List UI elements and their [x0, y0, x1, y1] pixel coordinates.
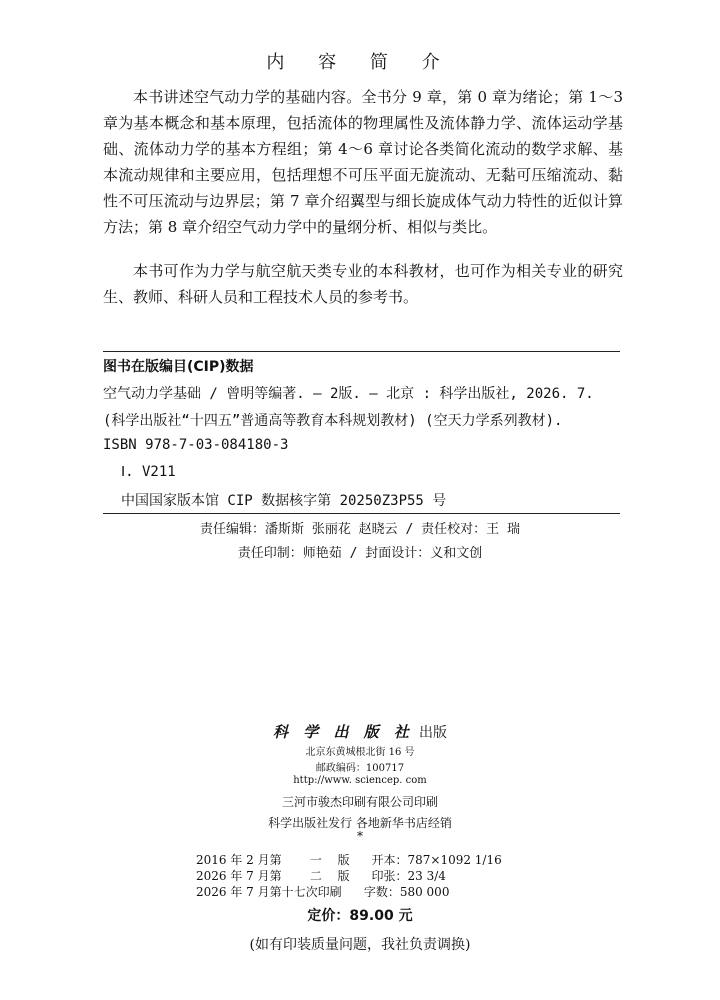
spec-row	[196, 883, 449, 900]
spec-kind: 版	[337, 869, 350, 883]
spec-date: 2026 年 7 月第	[196, 869, 282, 883]
publisher-suffix: 出版	[418, 725, 447, 741]
spec-label: 印张：23 3/4	[371, 869, 446, 883]
editor-credits: 责任编辑：潘斯斯 张丽花 赵晓云 / 责任校对：王 瑞	[200, 522, 520, 537]
spec-edition: 一	[309, 853, 322, 867]
distribution-line: 科学出版社发行 各地新华书店经销	[268, 816, 452, 830]
intro-paragraph-1: 本书讲述空气动力学的基础内容。全书分 9 章，第 0 章为绪论；第 1～3 章为基本概念和基本原理，包括流体的物理属性及流体静力学、流体运动学基础、流体动力学的基本方程组；第 4～6 章讨论各类简化流动的数学求解、基本流动规律和主要应用，包括理想不可压平面无旋流动、无黏可压缩流动、黏性不可压流动与边界层；第 7 章介绍翼型与细长旋成体气动力特性的近似计算方法；第 8 章介绍空气动力学中的量纲分析、相似与类比。	[103, 88, 623, 236]
intro-paragraph-2: 本书可作为力学与航空航天类专业的本科教材，也可作为相关专业的研究生、教师、科研人员和工程技术人员的参考书。	[103, 262, 623, 306]
spec-label: 字数：580 000	[363, 885, 450, 899]
cip-classification: Ⅰ. V211	[121, 464, 176, 480]
publisher-line	[0, 721, 720, 742]
price: 定价：89.00 元	[307, 908, 413, 924]
cip-series-line: (科学出版社“十四五”普通高等教育本科规划教材) (空天力学系列教材).	[103, 413, 563, 429]
spec-row	[196, 867, 446, 884]
publisher-address: 北京东黄城根北街 16 号	[305, 747, 415, 758]
cip-isbn: ISBN 978-7-03-084180-3	[103, 437, 289, 453]
cip-record-number: 中国国家版本馆 CIP 数据核字第 20250Z3P55 号	[121, 493, 447, 509]
separator-star: *	[357, 829, 363, 843]
spec-date: 2026 年 7 月第十七次印刷	[196, 885, 342, 899]
spec-kind: 版	[337, 853, 350, 867]
printer-line: 三河市骏杰印刷有限公司印刷	[281, 795, 438, 809]
cip-title-line: 空气动力学基础 / 曾明等编著. — 2版. — 北京 : 科学出版社, 2026. 7.	[103, 386, 594, 402]
spec-row	[196, 851, 502, 868]
publisher-postcode: 邮政编码：100717	[315, 763, 405, 774]
production-credits: 责任印制：师艳茹 / 封面设计：义和文创	[237, 546, 483, 561]
spec-date: 2016 年 2 月第	[196, 853, 282, 867]
cip-top-rule	[103, 351, 620, 352]
publisher-name: 科 学 出 版 社	[273, 723, 414, 741]
publisher-url: http://www. sciencep. com	[293, 775, 427, 786]
spec-label: 开本：787×1092 1/16	[371, 853, 502, 867]
page-title: 内 容 简 介	[266, 52, 454, 73]
cip-bottom-rule	[103, 513, 620, 514]
spec-edition: 二	[309, 869, 322, 883]
quality-note: (如有印装质量问题，我社负责调换)	[249, 937, 471, 953]
cip-heading: 图书在版编目(CIP)数据	[103, 359, 254, 375]
